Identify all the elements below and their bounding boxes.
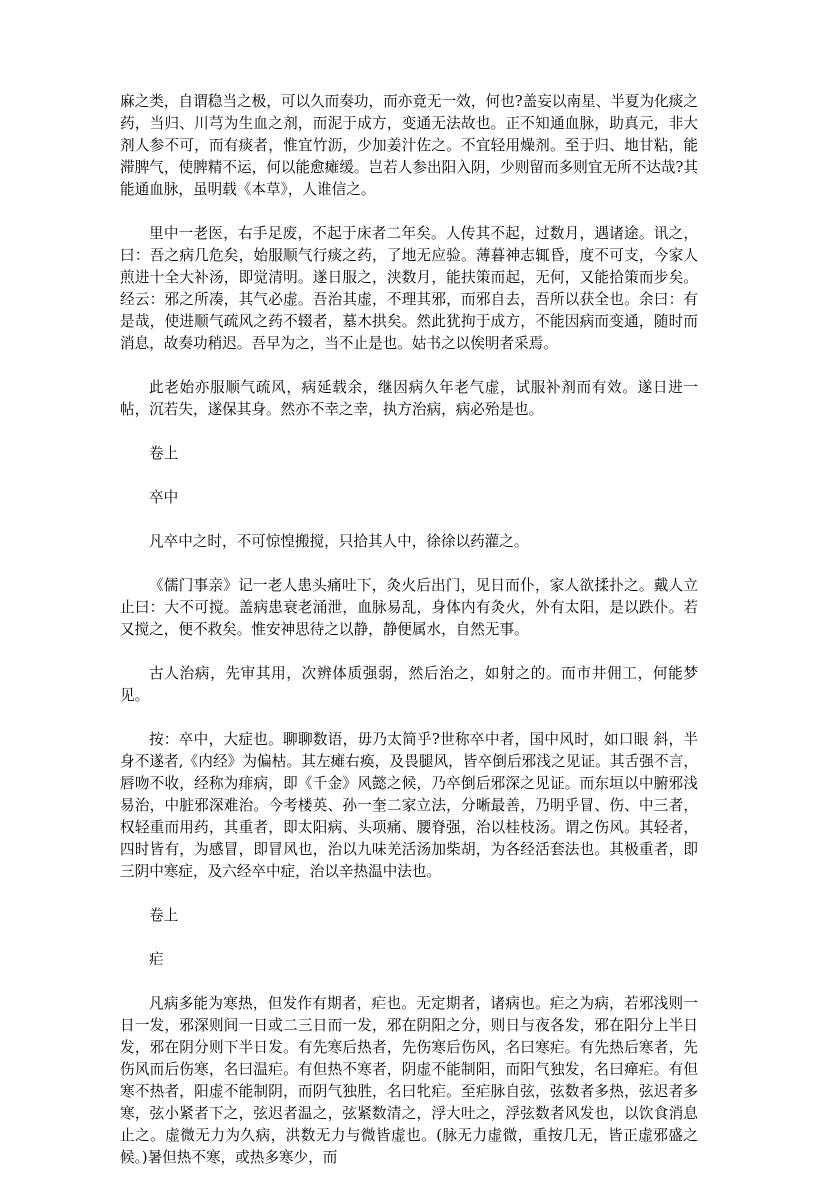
volume-heading: 卷上 bbox=[149, 445, 179, 462]
paragraph-ancient-treatment: 古人治病，先审其用，次辨体质强弱，然后治之，如射之的。而市井佣工，何能梦见。 bbox=[120, 665, 698, 704]
section-title-zuzhong: 卒中 bbox=[149, 489, 179, 506]
paragraph-commentary: 此老始亦服顺气疏风，病延载余，继因病久年老气虚，试服补剂而有效。遂日进一帖，沉若失，遂保其身。然亦不幸之幸，执方治病，病必殆是也。 bbox=[120, 379, 698, 418]
paragraph-continuation: 麻之类，自谓稳当之极，可以久而奏功，而亦竟无一效，何也?盖妄以南星、半夏为化痰之药，当归、川芎为生血之剂，而泥于成方，变通无法故也。正不知通血脉，助真元，非大剂人参不可，而有痰者，惟宜竹沥，少加姜汁佐之。不宜轻用燥剂。至于归、地甘粘，能滞脾气，使脾精不运，何以能愈瘫缓。岂若人参出阳入阴，少则留而多则宜无所不达哉?其能通血脉，虽明载《本草》，人谁信之。 bbox=[120, 93, 698, 198]
volume-heading-2: 卷上 bbox=[149, 907, 179, 924]
section-title-nue: 疟 bbox=[149, 951, 164, 968]
paragraph-nue-body: 凡病多能为寒热，但发作有期者，疟也。无定期者，诸病也。疟之为病，若邪浅则一日一发，邪深则间一日或二三日而一发，邪在阴阳之分，则日与夜各发，邪在阳分上半日发，邪在阴分则下半日发。有先寒后热者，先伤寒后伤风，名曰寒疟。有先热后寒者，先伤风而后伤寒，名曰温疟。有但热不寒者，阴虚不能制阳，而阳气独发，名曰瘅疟。有但寒不热者，阳虚不能制阴，而阴气独胜，名曰牝疟。至疟脉自弦，弦数者多热，弦迟者多寒，弦小紧者下之，弦迟者温之，弦紧数清之，浮大吐之，浮弦数者风发也，以饮食消息止之。虚微无力为久病，洪数无力与微皆虚也。(脉无力虚微，重按几无，皆正虚邪盛之候。)暑但热不寒，或热多寒少，而 bbox=[120, 995, 698, 1166]
paragraph-rumen-shiqin: 《儒门事亲》记一老人患头痛吐下，灸火后出门，见日而仆，家人欲揉扑之。戴人立止曰：大不可搅。盖病患衰老涌泄，血脉易乱，身体内有灸火，外有太阳，是以跌仆。若又搅之，便不救矣。惟安神思待之以静，静便属水，自然无事。 bbox=[120, 577, 698, 638]
paragraph-zuzhong-intro: 凡卒中之时，不可惊惶搬搅，只拾其人中，徐徐以药灌之。 bbox=[149, 533, 529, 550]
document-page bbox=[120, 91, 698, 1191]
paragraph-annotation: 按：卒中，大症也。聊聊数语，毋乃太简乎?世称卒中者，国中风时，如口眼 斜，半身不遂者,《内经》为偏枯。其左瘫右痪，及畏腿风，皆卒倒后邪浅之见证。其舌强不言，唇吻不收，经称为痱病，即《千金》风懿之候，乃卒倒后邪深之见证。而东垣以中腑邪浅易治，中脏邪深难治。今考楼英、孙一奎二家立法，分晰最善，乃明乎冒、伤、中三者，权轻重而用药，其重者，即太阳病、头项痛、腰脊强，治以桂枝汤。谓之伤风。其轻者，四时皆有，为感冒，即冒风也，治以九味羌活汤加柴胡，为各经活套法也。其极重者，即三阴中寒症，及六经卒中症，治以辛热温中法也。 bbox=[120, 731, 698, 880]
paragraph-old-doctor: 里中一老医，右手足废，不起于床者二年矣。人传其不起，过数月，遇诸途。讯之，曰：吾之病几危矣，始服顺气行痰之药，了地无应验。薄暮神志辄昏，度不可支，今家人煎进十全大补汤，即觉清明。遂日服之，浃数月，能扶策而起，无何，又能拾策而步矣。经云：邪之所凑，其气必虚。吾治其虚，不理其邪，而邪自去，吾所以获全也。余曰：有是哉，使进顺气疏风之药不辍者，墓木拱矣。然此犹拘于成方，不能因病而变通，随时而消息，故奏功稍迟。吾早为之，当不止是也。姑书之以俟明者采焉。 bbox=[120, 225, 698, 352]
